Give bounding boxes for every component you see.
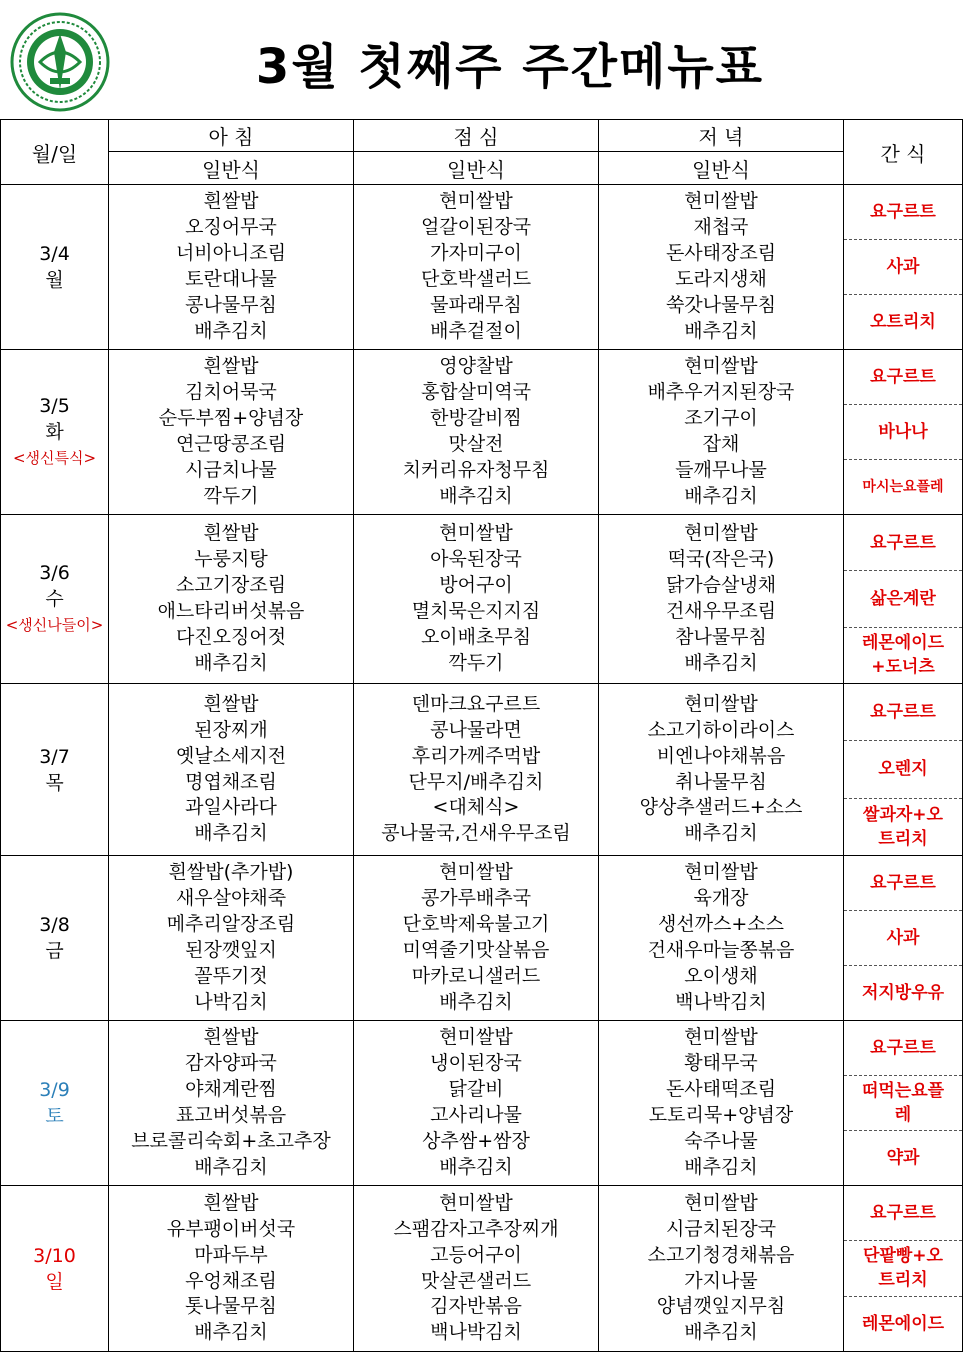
- lunch-cell: [354, 350, 599, 515]
- dinner-item: 취나물무침: [675, 770, 767, 793]
- snack-item: 요구르트: [844, 1021, 962, 1076]
- snack-item: 저지방우유: [861, 983, 945, 1003]
- dinner-item: 황태무국: [684, 1052, 758, 1075]
- breakfast-cell: [109, 684, 354, 856]
- dinner-item: 쑥갓나물무침: [665, 293, 777, 316]
- breakfast-item: 애느타리버섯볶음: [157, 600, 305, 622]
- lunch-header: 점 심: [354, 120, 599, 152]
- breakfast-item: 야채계란찜: [185, 1078, 277, 1101]
- breakfast-item: 콩나물무침: [185, 293, 277, 316]
- weekday-label: 화: [45, 421, 64, 443]
- lunch-item: 스팸감자고추장찌개: [393, 1217, 559, 1240]
- lunch-item: 깍두기: [448, 651, 504, 674]
- snack-item: 단팥빵+오 트리치: [844, 1241, 962, 1296]
- page-header: [0, 0, 965, 118]
- lunch-item: 현미쌀밥: [439, 1026, 513, 1049]
- dinner-item: 배추김치: [684, 484, 758, 507]
- dinner-cell: [599, 1186, 844, 1352]
- dinner-item: 들깨무나물: [675, 458, 767, 481]
- weekday-label: 금: [45, 940, 64, 962]
- dinner-item: 배추김치: [684, 1321, 758, 1344]
- dinner-item: 소고기하이라이스: [647, 718, 795, 741]
- breakfast-item: 누룽지탕: [194, 548, 268, 571]
- dinner-item: 재첩국: [693, 216, 749, 239]
- date-label: 3/7: [39, 745, 70, 768]
- breakfast-item: 된장깻잎지: [185, 939, 277, 961]
- lunch-item: 미역줄기맛살볶음: [402, 939, 550, 961]
- breakfast-item: 표고버섯볶음: [175, 1104, 287, 1126]
- dinner-item: 배추우거지된장국: [647, 381, 795, 404]
- dinner-cell: [599, 684, 844, 856]
- breakfast-item: 유부팽이버섯국: [166, 1217, 296, 1240]
- breakfast-cell: [109, 515, 354, 684]
- breakfast-cell: [109, 350, 354, 515]
- menu-table: [0, 119, 963, 1352]
- dinner-item: 배추김치: [684, 1155, 758, 1178]
- snack-item: 사과: [844, 911, 962, 966]
- dinner-item: 육개장: [693, 887, 749, 910]
- lunch-item: 고사리나물: [430, 1104, 522, 1126]
- dinner-item: 배추김치: [684, 822, 758, 845]
- weekday-label: 일: [45, 1270, 64, 1293]
- breakfast-item: 연근땅콩조림: [175, 433, 287, 455]
- breakfast-item: 토란대나물: [185, 268, 277, 290]
- dinner-item: 생선까스+소스: [657, 913, 785, 936]
- day-cell: [1, 684, 109, 856]
- lunch-item: 콩가루배추국: [420, 887, 532, 910]
- dinner-item: 현미쌀밥: [684, 692, 758, 715]
- dinner-cell: [599, 515, 844, 684]
- lunch-item: 홍합살미역국: [420, 381, 532, 404]
- breakfast-item: 흰쌀밥: [203, 522, 259, 545]
- snack-item: 마시는요플레: [862, 479, 944, 495]
- day-row: [1, 350, 963, 515]
- lunch-cell: [354, 1021, 599, 1186]
- breakfast-item: 흰쌀밥: [203, 1026, 259, 1049]
- snack-item: 요구르트: [844, 185, 962, 240]
- lunch-item: 냉이된장국: [430, 1052, 522, 1075]
- lunch-item: 맛살전: [448, 433, 504, 455]
- date-label: 3/9: [39, 1079, 70, 1101]
- breakfast-item: 배추김치: [194, 319, 268, 342]
- lunch-item: 맛살콘샐러드: [420, 1269, 532, 1292]
- dinner-item: 현미쌀밥: [684, 190, 758, 213]
- lunch-item: 후리가께주먹밥: [411, 744, 541, 767]
- date-label: 3/5: [39, 395, 70, 417]
- breakfast-item: 흰쌀밥: [203, 190, 259, 213]
- lunch-cell: [354, 1186, 599, 1352]
- breakfast-item: 배추김치: [194, 822, 268, 845]
- day-row: [1, 185, 963, 350]
- lunch-cell: [354, 856, 599, 1021]
- dinner-item: 도토리묵+양념장: [648, 1104, 794, 1126]
- day-cell: [1, 515, 109, 684]
- lunch-item: 고등어구이: [430, 1243, 522, 1266]
- day-row: [1, 684, 963, 856]
- breakfast-regular-header: 일반식: [109, 152, 354, 185]
- dinner-item: 현미쌀밥: [684, 522, 758, 545]
- dinner-item: 양념깻잎지무침: [656, 1295, 786, 1318]
- weekday-label: 목: [45, 771, 64, 794]
- snack-item: 쌀과자+오 트리치: [863, 804, 943, 849]
- day-row: [1, 1186, 963, 1352]
- dinner-cell: [599, 185, 844, 350]
- breakfast-item: 순두부찜+양념장: [158, 407, 304, 430]
- breakfast-item: 깍두기: [203, 484, 259, 507]
- dinner-item: 참나물무침: [675, 625, 767, 648]
- dinner-cell: [599, 856, 844, 1021]
- day-row: [1, 1021, 963, 1186]
- breakfast-item: 소고기장조림: [175, 574, 287, 597]
- snack-item: 요구르트: [844, 515, 962, 571]
- day-cell: [1, 856, 109, 1021]
- breakfast-cell: [109, 185, 354, 350]
- snack-cell: [844, 856, 963, 1021]
- day-column-header: 월/일: [1, 120, 109, 185]
- snack-item: 요구르트: [844, 684, 962, 741]
- breakfast-item: 배추김치: [194, 651, 268, 674]
- breakfast-item: 메추리알장조림: [166, 913, 296, 936]
- dinner-item: 조기구이: [684, 407, 758, 430]
- lunch-item: 물파래무침: [430, 293, 522, 316]
- snack-cell: [844, 515, 963, 684]
- dinner-item: 숙주나물: [684, 1129, 758, 1152]
- breakfast-header: 아 침: [109, 120, 354, 152]
- day-cell: [1, 1021, 109, 1186]
- breakfast-item: 된장찌개: [194, 718, 268, 741]
- lunch-item: <대체식>: [432, 796, 520, 819]
- weekday-label: 토: [45, 1105, 64, 1127]
- snack-header: 간 식: [844, 120, 963, 185]
- date-label: 3/6: [39, 562, 70, 584]
- dinner-item: 잡채: [702, 433, 740, 455]
- breakfast-item: 옛날소세지전: [175, 744, 287, 767]
- dinner-item: 도라지생채: [675, 268, 767, 290]
- breakfast-item: 배추김치: [194, 1155, 268, 1178]
- lunch-item: 한방갈비찜: [430, 407, 522, 430]
- breakfast-item: 흰쌀밥(추가밥): [168, 861, 294, 884]
- day-cell: [1, 185, 109, 350]
- dinner-item: 시금치된장국: [665, 1217, 777, 1240]
- breakfast-cell: [109, 1021, 354, 1186]
- dinner-item: 건새우마늘쫑볶음: [647, 939, 795, 961]
- breakfast-item: 다진오징어젓: [175, 625, 287, 648]
- dinner-item: 현미쌀밥: [684, 1191, 758, 1214]
- lunch-cell: [354, 684, 599, 856]
- emblem-logo-icon: [10, 12, 110, 112]
- lunch-item: 가자미구이: [430, 242, 522, 265]
- dinner-item: 현미쌀밥: [684, 861, 758, 884]
- date-label: 3/10: [33, 1244, 76, 1267]
- lunch-item: 콩나물라면: [430, 718, 522, 741]
- breakfast-item: 톳나물무침: [185, 1295, 277, 1318]
- breakfast-item: 새우살야채죽: [175, 887, 287, 910]
- snack-item: 요구르트: [844, 1186, 962, 1241]
- breakfast-item: 과일사라다: [185, 796, 277, 819]
- snack-cell: [844, 1186, 963, 1352]
- snack-item: 레몬에이드: [861, 1313, 945, 1334]
- snack-item: 사과: [844, 240, 962, 295]
- breakfast-item: 김치어묵국: [185, 381, 277, 404]
- lunch-item: 김자반볶음: [430, 1295, 522, 1318]
- breakfast-item: 흰쌀밥: [203, 355, 259, 378]
- lunch-item: 현미쌀밥: [439, 522, 513, 545]
- snack-item: 오렌지: [844, 741, 962, 798]
- snack-item: 삶은계란: [844, 571, 962, 627]
- dinner-item: 돈사태장조림: [665, 242, 777, 265]
- lunch-item: 덴마크요구르트: [411, 692, 541, 715]
- dinner-item: 현미쌀밥: [684, 1026, 758, 1049]
- lunch-item: 콩나물국,건새우무조림: [381, 822, 571, 845]
- lunch-item: 멸치묵은지지짐: [411, 600, 541, 622]
- dinner-regular-header: 일반식: [599, 152, 844, 185]
- page-title: 3월 첫째주 주간메뉴표: [255, 39, 765, 95]
- dinner-header: 저 녁: [599, 120, 844, 152]
- lunch-item: 배추겉절이: [430, 319, 522, 342]
- dinner-item: 가지나물: [684, 1269, 758, 1292]
- breakfast-item: 우엉채조림: [185, 1269, 277, 1292]
- breakfast-item: 너비아니조림: [175, 242, 287, 265]
- dinner-item: 배추김치: [684, 319, 758, 342]
- lunch-item: 방어구이: [439, 574, 513, 597]
- date-label: 3/4: [39, 243, 70, 265]
- breakfast-cell: [109, 856, 354, 1021]
- lunch-item: 백나박김치: [430, 1321, 522, 1344]
- lunch-item: 영양찰밥: [439, 355, 513, 378]
- dinner-item: 비엔나야채볶음: [656, 744, 786, 767]
- breakfast-item: 배추김치: [194, 1321, 268, 1344]
- breakfast-item: 흰쌀밥: [203, 1191, 259, 1214]
- lunch-item: 아욱된장국: [430, 548, 522, 571]
- snack-cell: [844, 684, 963, 856]
- snack-item: 약과: [886, 1148, 920, 1168]
- snack-item: 떠먹는요플 레: [844, 1076, 962, 1131]
- breakfast-item: 나박김치: [194, 990, 268, 1013]
- dinner-item: 현미쌀밥: [684, 355, 758, 378]
- lunch-item: 배추김치: [439, 1155, 513, 1178]
- lunch-item: 배추김치: [439, 484, 513, 507]
- breakfast-item: 오징어무국: [185, 216, 277, 239]
- special-event-note: <생신나들이>: [5, 616, 104, 634]
- dinner-item: 배추김치: [684, 651, 758, 674]
- dinner-item: 건새우무조림: [665, 600, 777, 622]
- breakfast-item: 시금치나물: [185, 458, 277, 481]
- weekday-label: 수: [45, 588, 64, 610]
- lunch-item: 마카로니샐러드: [411, 964, 541, 987]
- lunch-item: 단호박샐러드: [420, 268, 532, 290]
- day-cell: [1, 1186, 109, 1352]
- snack-item: 오트리치: [870, 312, 936, 332]
- weekday-label: 월: [45, 269, 64, 291]
- dinner-item: 오이생채: [684, 964, 758, 987]
- day-cell: [1, 350, 109, 515]
- lunch-item: 오이배초무침: [420, 625, 532, 648]
- snack-cell: [844, 1021, 963, 1186]
- lunch-cell: [354, 515, 599, 684]
- dinner-item: 백나박김치: [675, 990, 767, 1013]
- lunch-regular-header: 일반식: [354, 152, 599, 185]
- lunch-item: 닭갈비: [448, 1078, 504, 1101]
- lunch-item: 현미쌀밥: [439, 1191, 513, 1214]
- lunch-item: 현미쌀밥: [439, 861, 513, 884]
- special-event-note: <생신특식>: [12, 449, 97, 467]
- dinner-cell: [599, 1021, 844, 1186]
- snack-item: 요구르트: [844, 856, 962, 911]
- dinner-item: 양상추샐러드+소스: [639, 796, 803, 819]
- snack-item: 요구르트: [844, 350, 962, 405]
- breakfast-item: 브로콜리숙회+초고추장: [131, 1129, 331, 1152]
- breakfast-item: 흰쌀밥: [203, 692, 259, 715]
- lunch-item: 얼갈이된장국: [420, 216, 532, 239]
- dinner-item: 닭가슴살냉채: [665, 574, 777, 597]
- snack-cell: [844, 185, 963, 350]
- lunch-item: 배추김치: [439, 990, 513, 1013]
- breakfast-item: 감자양파국: [185, 1052, 277, 1075]
- lunch-item: 상추쌈+쌈장: [422, 1129, 530, 1152]
- date-label: 3/8: [39, 914, 70, 936]
- dinner-item: 소고기청경채볶음: [647, 1243, 795, 1266]
- dinner-item: 돈사태떡조림: [665, 1078, 777, 1101]
- day-row: [1, 515, 963, 684]
- day-row: [1, 856, 963, 1021]
- lunch-item: 단무지/배추김치: [408, 770, 544, 793]
- snack-cell: [844, 350, 963, 515]
- lunch-item: 단호박제육불고기: [402, 913, 550, 936]
- snack-item: 레몬에이드 +도너츠: [861, 633, 945, 678]
- breakfast-item: 꼴뚜기젓: [194, 964, 268, 987]
- lunch-item: 치커리유자청무침: [402, 458, 550, 481]
- dinner-cell: [599, 350, 844, 515]
- dinner-item: 떡국(작은국): [667, 548, 775, 571]
- breakfast-item: 마파두부: [194, 1243, 268, 1266]
- breakfast-cell: [109, 1186, 354, 1352]
- lunch-cell: [354, 185, 599, 350]
- lunch-item: 현미쌀밥: [439, 190, 513, 213]
- breakfast-item: 명엽채조림: [185, 770, 277, 793]
- snack-item: 바나나: [844, 405, 962, 460]
